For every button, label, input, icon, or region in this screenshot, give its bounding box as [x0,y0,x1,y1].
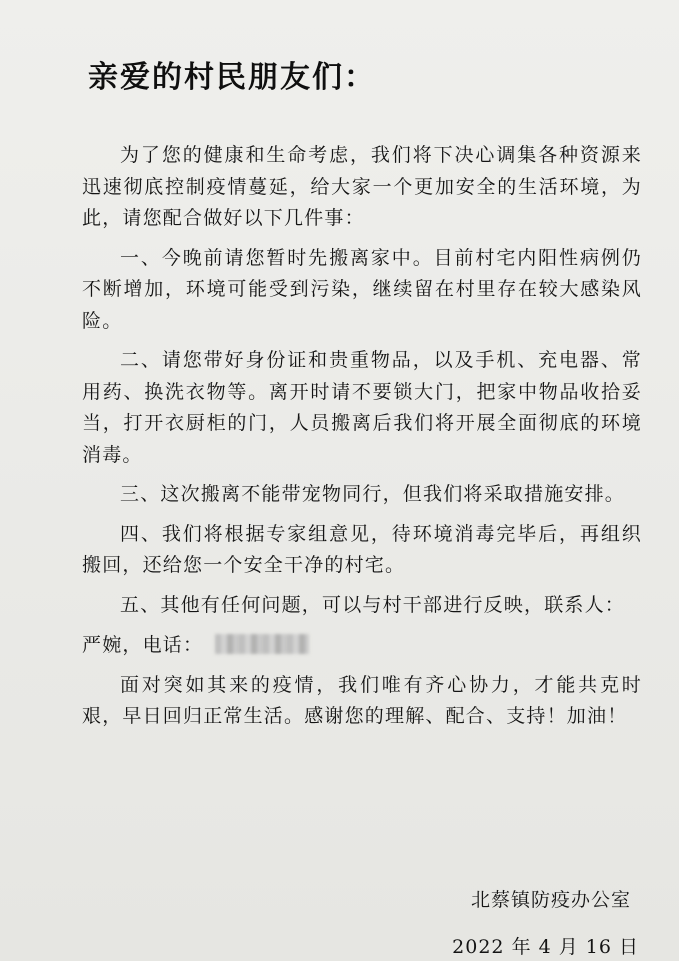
item-5-paragraph [82,590,642,622]
contact-person: 严婉，电话： [82,634,204,656]
item-3-paragraph: 三、这次搬离不能带宠物同行，但我们将采取措施安排。 [120,483,626,505]
signature-office: 北蔡镇防疫办公室 [470,889,631,911]
item-2-paragraph: 二、请您带好身份证和贵重物品，以及手机、充电器、常用药、换洗衣物等。离开时请不要锁大门，把家中物品收拾妥当，打开衣厨柜的门，人员搬离后我们将开展全面彻底的环境消毒。 [82,349,642,466]
closing-paragraph: 面对突如其来的疫情，我们唯有齐心协力，才能共克时艰，早日回归正常生活。感谢您的理解、配合、支持！加油！ [82,673,642,727]
intro-paragraph: 为了您的健康和生命考虑，我们将下决心调集各种资源来迅速彻底控制疫情蔓延，给大家一个更加安全的生活环境，为此，请您配合做好以下几件事： [82,144,642,229]
item-4-paragraph: 四、我们将根据专家组意见，待环境消毒完毕后，再组织搬回，还给您一个安全干净的村宅。 [82,522,642,576]
redacted-phone-number [215,634,309,654]
item-1-paragraph: 一、今晚前请您暂时先搬离家中。目前村宅内阳性病例仍不断增加，环境可能受到污染，继续留在村里存在较大感染风险。 [82,246,642,332]
notice-title: 亲爱的村民朋友们： [88,60,376,95]
item-5-text: 五、其他有任何问题，可以与村干部进行反映，联系人： [120,593,626,616]
contact-line [82,630,642,662]
signature-date: 2022 年 4 月 16 日 [452,936,639,958]
notice-body [82,140,642,741]
